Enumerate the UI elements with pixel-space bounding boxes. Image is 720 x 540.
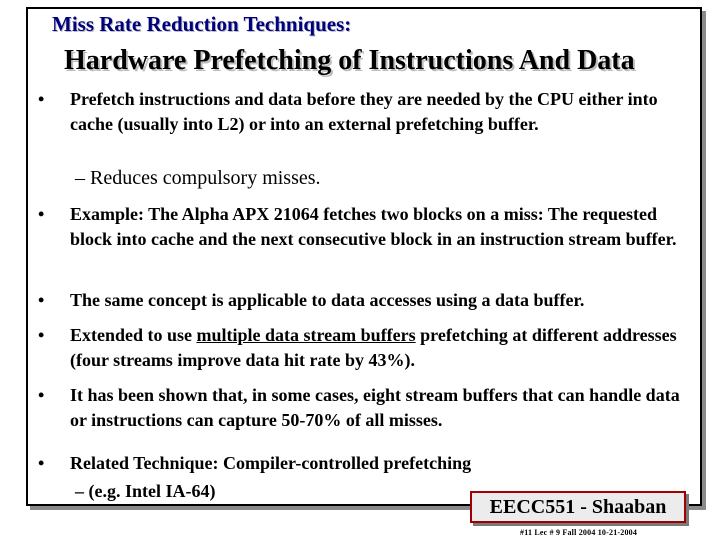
bullet-text: [70, 323, 690, 372]
bullet-prefetch: [38, 87, 690, 136]
bullet-text-post: prefetching at different addresses (four streams improve data hit rate by 43%).: [70, 325, 677, 370]
underlined-term: multiple data stream buffers: [196, 325, 416, 345]
slide-footer: #11 Lec # 9 Fall 2004 10-21-2004: [520, 528, 638, 537]
dash-symbol: –: [75, 167, 85, 189]
course-badge: EECC551 - Shaaban: [470, 491, 686, 523]
dash-symbol: –: [75, 481, 84, 501]
bullet-text: Related Technique: Compiler-controlled prefetching: [70, 453, 472, 473]
slide-subtitle: Miss Rate Reduction Techniques:: [52, 12, 352, 36]
bullet-dot: •: [38, 453, 45, 473]
bullet-dot: •: [38, 385, 45, 405]
bullet-dot: •: [38, 325, 45, 345]
bullet-dot: •: [38, 204, 45, 224]
bullet-same-concept: [38, 288, 690, 313]
bullet-text-pre: Extended to use: [70, 325, 197, 345]
bullet-text: Prefetch instructions and data before they are needed by the CPU either into cache (usually into L2) or into an external prefetching buffer.: [70, 89, 658, 134]
sub-bullet-ia64: [75, 481, 215, 502]
slide-title: Hardware Prefetching of Instructions And Data: [64, 45, 635, 76]
sub-bullet-text: Reduces compulsory misses.: [90, 167, 321, 189]
bullet-text: It has been shown that, in some cases, eight stream buffers that can handle data or instructions can capture 50-70% of all misses.: [70, 385, 680, 430]
bullet-dot: •: [38, 290, 45, 310]
bullet-extended: [38, 323, 690, 372]
bullet-related-technique: [38, 451, 690, 476]
bullet-text: The same concept is applicable to data accesses using a data buffer.: [70, 290, 585, 310]
bullet-text: Example: The Alpha APX 21064 fetches two blocks on a miss: The requested block into cache and the next consecutive block in an instruction stream buffer.: [70, 204, 677, 249]
bullet-example: [38, 202, 690, 251]
bullet-dot: •: [38, 89, 45, 109]
sub-bullet-text: (e.g. Intel IA-64): [88, 481, 216, 501]
bullet-stream-buffers: [38, 383, 690, 432]
sub-bullet-compulsory: [75, 167, 321, 190]
